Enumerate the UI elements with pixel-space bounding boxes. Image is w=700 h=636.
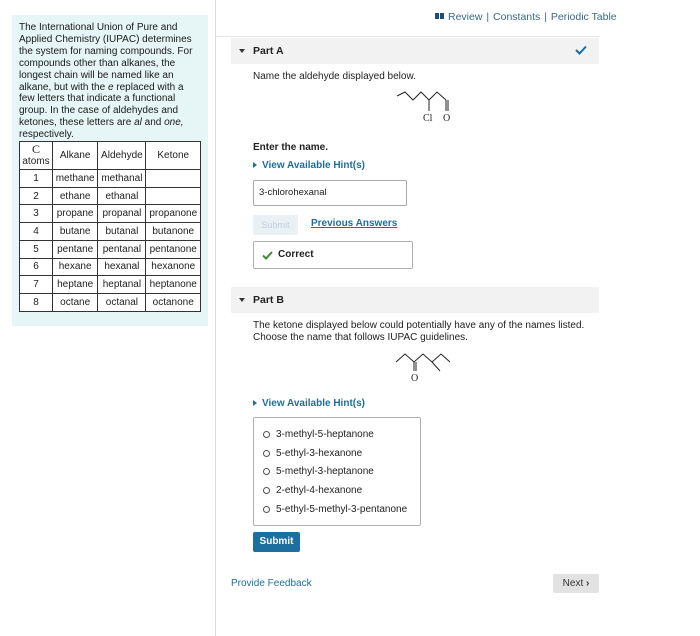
cell-ketone (146, 187, 201, 205)
table-row (20, 240, 201, 258)
review-link[interactable]: Review (448, 11, 483, 23)
periodic-table-link[interactable]: Periodic Table (550, 11, 617, 23)
cell-aldehyde: octanal (98, 293, 146, 311)
collapse-icon (239, 49, 245, 53)
cell-ketone: pentanone (146, 240, 201, 258)
constants-link[interactable]: Constants (493, 11, 541, 23)
cell-ketone: propanone (146, 205, 201, 223)
cell-alkane: hexane (53, 258, 98, 276)
part-b-hint-link[interactable]: View Available Hint(s) (253, 398, 365, 409)
cell-aldehyde: pentanal (98, 240, 146, 258)
cell-ketone (146, 170, 201, 188)
table-row (20, 187, 201, 205)
answer-options (253, 417, 421, 526)
info-panel (12, 15, 208, 326)
option-5[interactable]: 5-ethyl-5-methyl-3-pentanone (254, 500, 420, 519)
correct-check-icon (262, 251, 273, 260)
cell-alkane: octane (53, 293, 98, 311)
radio-icon[interactable] (263, 506, 270, 513)
cell-c-atoms: 2 (20, 187, 53, 205)
cell-alkane: ethane (53, 187, 98, 205)
naming-table (19, 141, 201, 312)
part-b-submit-button[interactable]: Submit (253, 532, 300, 552)
part-a-title: Part A (253, 45, 284, 57)
cell-ketone: butanone (146, 223, 201, 241)
option-4[interactable]: 2-ethyl-4-hexanone (254, 481, 420, 500)
table-row (20, 223, 201, 241)
header-rule (216, 36, 600, 37)
col-alkane: Alkane (53, 142, 98, 170)
cell-c-atoms: 4 (20, 223, 53, 241)
part-a-submit-button[interactable]: Submit (253, 215, 298, 235)
cell-alkane: methane (53, 170, 98, 188)
answer-input[interactable]: 3-chlorohexanal (253, 180, 407, 206)
col-aldehyde: Aldehyde (98, 142, 146, 170)
col-ketone: Ketone (146, 142, 201, 170)
expand-arrow-icon (253, 400, 257, 406)
table-row (20, 258, 201, 276)
collapse-icon (239, 298, 245, 302)
part-b-prompt: The ketone displayed below could potentially have any of the names listed. Choose the name that follows IUPAC guidelines. (253, 320, 585, 343)
correct-feedback: Correct (253, 241, 413, 269)
cell-aldehyde: propanal (98, 205, 146, 223)
cell-alkane: heptane (53, 276, 98, 294)
cell-ketone: heptanone (146, 276, 201, 294)
radio-icon[interactable] (263, 468, 270, 475)
part-a-header[interactable] (231, 38, 599, 64)
ketone-structure (392, 348, 462, 384)
cell-c-atoms: 5 (20, 240, 53, 258)
chevron-right-icon: › (586, 578, 590, 589)
chlorine-label: Cl (423, 113, 433, 124)
cell-alkane: propane (53, 205, 98, 223)
expand-arrow-icon (253, 162, 257, 168)
table-row (20, 293, 201, 311)
cell-c-atoms: 3 (20, 205, 53, 223)
table-row (20, 205, 201, 223)
cell-c-atoms: 8 (20, 293, 53, 311)
cell-aldehyde: heptanal (98, 276, 146, 294)
previous-answers-link[interactable]: Previous Answers (311, 218, 398, 229)
aldehyde-structure (392, 88, 462, 128)
option-3[interactable]: 5-methyl-3-heptanone (254, 463, 420, 482)
cell-aldehyde: methanal (98, 170, 146, 188)
cell-c-atoms: 7 (20, 276, 53, 294)
cell-aldehyde: hexanal (98, 258, 146, 276)
table-header-row (20, 142, 201, 170)
part-a-hint-link[interactable]: View Available Hint(s) (253, 160, 365, 171)
cell-c-atoms: 6 (20, 258, 53, 276)
cell-aldehyde: ethanal (98, 187, 146, 205)
review-icon (435, 13, 444, 19)
oxygen-label: O (443, 113, 451, 124)
radio-icon[interactable] (263, 487, 270, 494)
checkmark-icon (575, 45, 587, 55)
intro-text: The International Union of Pure and Applied Chemistry (IUPAC) determines the system for naming compounds. For compounds other than alkanes, the longest chain will be named like an alkane, but with the e replaced with a few letters that indicate a functional group. In the case of aldehydes and ketones, these letters are al and one, respectively. (19, 22, 193, 141)
cell-ketone: hexanone (146, 258, 201, 276)
radio-icon[interactable] (263, 450, 270, 457)
option-1[interactable]: 3-methyl-5-heptanone (254, 425, 420, 444)
part-b-title: Part B (253, 294, 284, 306)
header-links: Review | Constants | Periodic Table (435, 11, 617, 23)
part-b-header[interactable] (231, 287, 599, 313)
radio-icon[interactable] (263, 431, 270, 438)
table-row (20, 276, 201, 294)
cell-alkane: butane (53, 223, 98, 241)
pane-divider (215, 0, 216, 636)
cell-aldehyde: butanal (98, 223, 146, 241)
cell-ketone: octanone (146, 293, 201, 311)
cell-c-atoms: 1 (20, 170, 53, 188)
option-2[interactable]: 5-ethyl-3-hexanone (254, 444, 420, 463)
enter-name-label: Enter the name. (253, 142, 329, 153)
oxygen-label: O (411, 373, 419, 384)
provide-feedback-link[interactable]: Provide Feedback (231, 578, 312, 589)
col-c-atoms: C atoms (20, 142, 53, 170)
part-a-prompt: Name the aldehyde displayed below. (253, 71, 416, 82)
table-row (20, 170, 201, 188)
cell-alkane: pentane (53, 240, 98, 258)
next-button[interactable]: Next › (553, 574, 599, 593)
